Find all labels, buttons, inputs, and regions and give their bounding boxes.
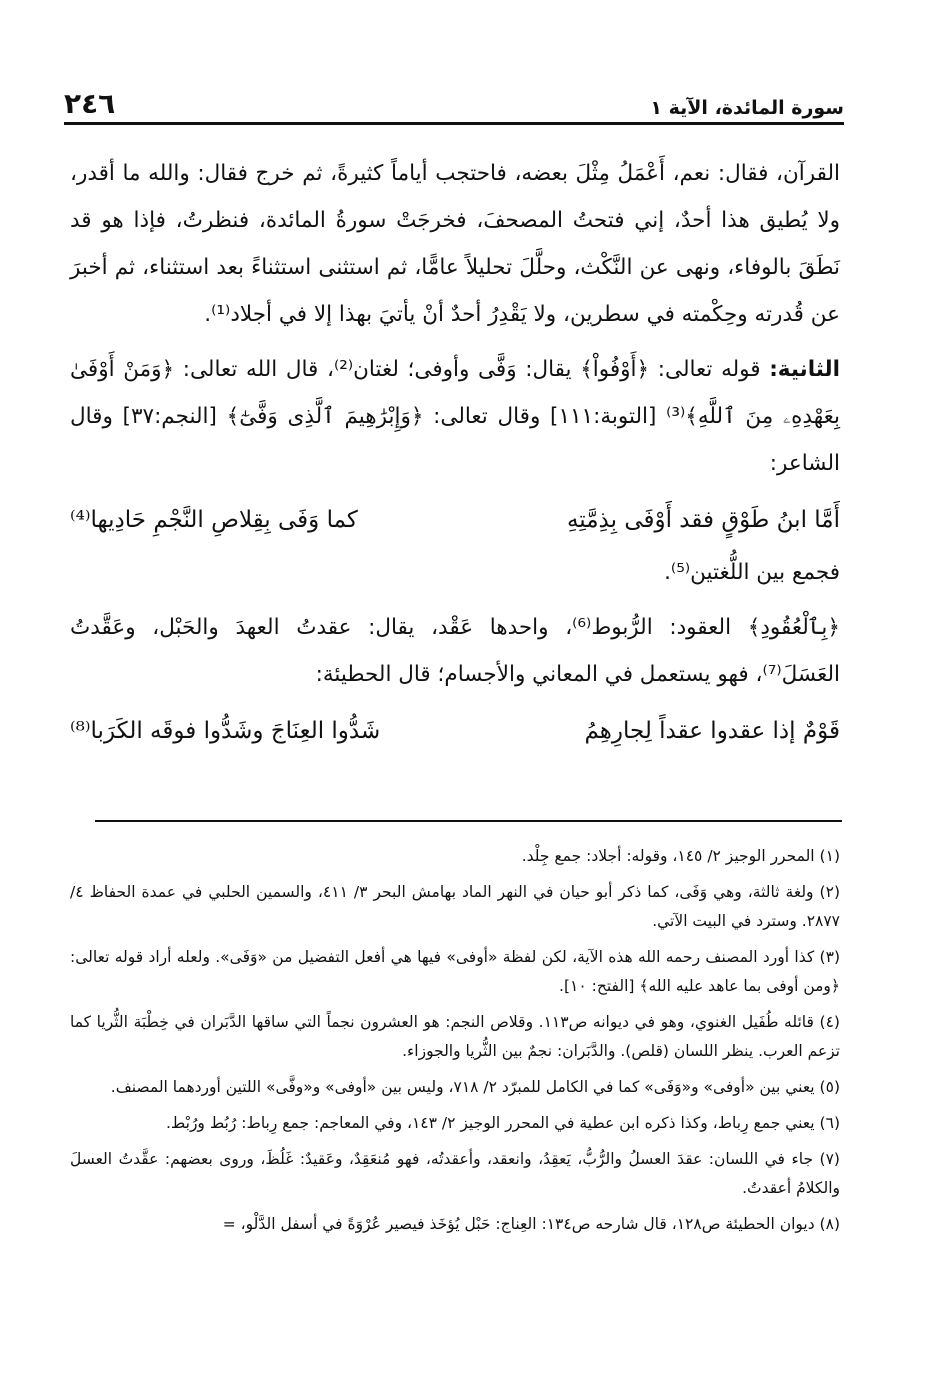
footnote-text: جاء في اللسان: عقدَ العسلُ والرُّبُّ، يَعقِدُ، وانعقد، وأعقدتُه، فهو مُنعَقِدٌ، وعَقيدٌ: غَلُظَ، وروى بعضهم: عقَّدتُ العسلَ والكلامُ أعقدتُ.: [70, 1150, 840, 1197]
footnote: [70, 1008, 840, 1066]
poetry-verse-2: [70, 706, 840, 756]
footnote: [70, 842, 840, 871]
footnote-number: (٤): [819, 1013, 840, 1031]
page-number: ٢٤٦: [64, 87, 116, 120]
footnote: [70, 943, 840, 1001]
footnote-text: كذا أورد المصنف رحمه الله هذه الآية، لكن لفظة «أوفى» فيها هي أفعل التفضيل من «وَفَى». ولعله أراد قوله تعالى: ﴿ومن أوفى بما عاهد عليه الله﴾ [الفتح: ١٠].: [70, 948, 840, 995]
footnote-number: (٢): [819, 883, 840, 901]
footnotes: [70, 842, 840, 1246]
footnote-text: يعني جمع رِباط، وكذا ذكره ابن عطية في المحرر الوجيز ٢/ ١٤٣، وفي المعاجم: جمع رِباط: رُبُط ورُبْط.: [165, 1114, 815, 1132]
footnote-text: المحرر الوجيز ٢/ ١٤٥، وقوله: أجلاد: جمع جِلْد.: [521, 847, 815, 865]
footnote: [70, 1210, 840, 1239]
verse-2-first-hemistich: قَوْمٌ إذا عقدوا عقداً لِجارِهِمُ: [584, 718, 840, 744]
verse-1-second-hemistich: كما وَفَى بِقِلاصِ النَّجْمِ حَادِيها⁽⁴⁾: [70, 507, 358, 533]
verse-2-second-hemistich: شَدُّوا العِنَاجَ وشَدُّوا فوقَه الكَرَبا⁽⁸⁾: [70, 718, 381, 744]
footnote-number: (٧): [819, 1150, 840, 1168]
page-header: [64, 82, 844, 125]
paragraph-2: [70, 346, 840, 487]
paragraph-2-lead: الثانية:: [769, 357, 840, 382]
footnote-number: (٣): [819, 948, 840, 966]
footnote-divider: [95, 820, 842, 822]
footnote: [70, 1073, 840, 1102]
paragraph-3: فجمع بين اللُّغتين⁽⁵⁾.: [664, 560, 840, 585]
footnote-number: (٨): [819, 1215, 840, 1233]
footnote: [70, 1145, 840, 1203]
footnote-number: (٦): [819, 1114, 840, 1132]
poetry-verse-1: [70, 495, 840, 545]
verse-1-first-hemistich: أَمَّا ابنُ طَوْقٍ فقد أَوْفَى بِذِمَّتِهِ: [566, 507, 840, 533]
footnote-text: قائله طُفَيل الغنوي، وهو في ديوانه ص١١٣. وقلاص النجم: هو العشرون نجماً التي ساقها الدَّبَران في خِطْبَة الثُّريا كما تزعم العرب. ينظر اللسان (قلص). والدَّبَران: نجمٌ بين الثُّريا والجوزاء.: [70, 1013, 840, 1060]
paragraph-4: ﴿بِٱلْعُقُودِ﴾ العقود: الرُّبوط⁽⁶⁾، واحدها عَقْد، يقال: عقدتُ العهدَ والحَبْل، وعَقَّدتُ العَسَلَ⁽⁷⁾، فهو يستعمل في المعاني والأجسام؛ قال الحطيئة:: [70, 615, 840, 687]
footnote-text: يعني بين «أوفى» و«وَفَى» كما في الكامل للمبرّد ٢/ ٧١٨، وليس بين «أوفى» و«وفَّى» اللتين أوردهما المصنف.: [110, 1078, 815, 1096]
paragraph-1: القرآن، فقال: نعم، أَعْمَلُ مِثْلَ بعضه، فاحتجب أياماً كثيرةً، ثم خرج فقال: والله ما أقدر، ولا يُطيق هذا أحدٌ، إني فتحتُ المصحفَ، فخرجَتْ سورةُ المائدة، فنظرتُ، فإذا هو قد نَطَقَ بالوفاء، ونهى عن النَّكْث، وحلَّلَ تحليلاً عامًّا، ثم استثنى استثناءً بعد استثناء، ثم أخبرَ عن قُدرته وحِكْمته في سطرين، ولا يَقْدِرُ أحدٌ أنْ يأتيَ بهذا إلا في أجلاد⁽¹⁾.: [70, 161, 840, 327]
footnote-text: ولغة ثالثة، وهي وَفَى، كما ذكر أبو حيان في النهر الماد بهامش البحر ٣/ ٤١١، والسمين الحلبي في عمدة الحفاظ ٤/ ٢٨٧٧. وسترد في البيت الآتي.: [70, 883, 840, 930]
footnote: [70, 1109, 840, 1138]
main-text: [70, 150, 840, 760]
paragraph-2-text: قوله تعالى: ﴿أَوْفُواْ﴾ يقال: وَفَّى وأوفى؛ لغتان⁽²⁾، قال الله تعالى: ﴿وَمَنْ أَوْفَىٰ بِعَهْدِهِۦ مِنَ ٱللَّهِ﴾⁽³⁾ [التوبة:١١١] وقال تعالى: ﴿وَإِبْرَٰهِيمَ ٱلَّذِى وَفَّىٰٓ﴾ [النجم:٣٧] وقال الشاعر:: [70, 357, 840, 476]
footnote-text: ديوان الحطيئة ص١٢٨، قال شارحه ص١٣٤: العِناج: حَبْل يُؤخَذ فيصير عُرْوَةً في أسفل الدَّلْو، =: [222, 1215, 815, 1233]
footnote-number: (٥): [819, 1078, 840, 1096]
footnote-number: (١): [819, 847, 840, 865]
running-title: سورة المائدة، الآية ١: [650, 97, 844, 119]
footnote: [70, 878, 840, 936]
